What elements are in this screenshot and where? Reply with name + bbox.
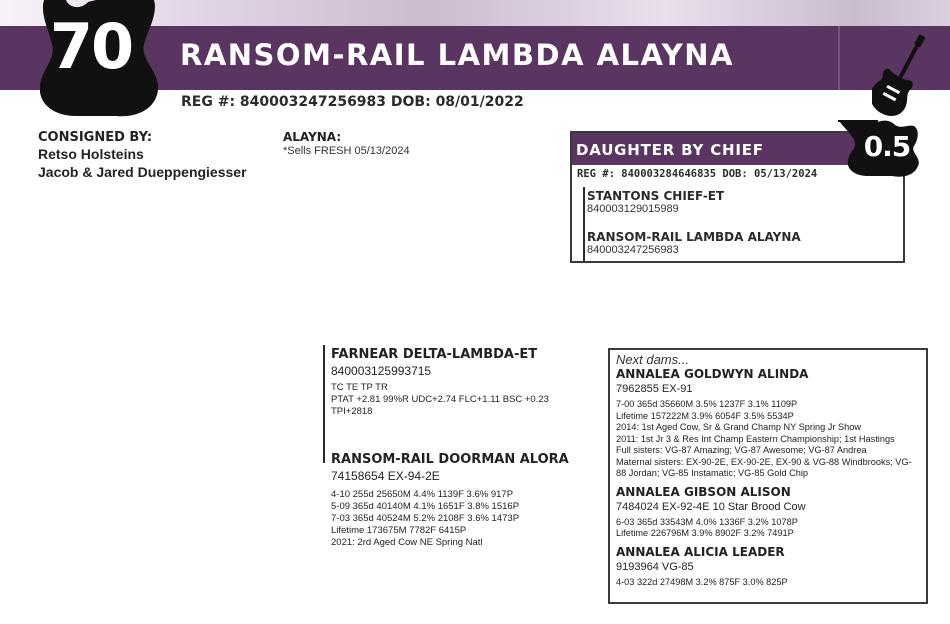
- animal-note-text: *Sells FRESH 05/13/2024: [283, 145, 410, 157]
- animal-note-section: [283, 130, 410, 157]
- lot-number: 70: [49, 10, 133, 83]
- daughter-box-title: DAUGHTER BY CHIEF: [576, 141, 764, 159]
- daughter-registration-line: REG #: 840003284646835 DOB: 05/13/2024: [577, 168, 818, 180]
- next-dam-line: 2014: 1st Aged Cow, Sr & Grand Champ NY Spring Jr Show: [616, 422, 861, 432]
- consignor-name: Jacob & Jared Dueppengiesser: [38, 164, 247, 180]
- next-dam-line: Full sisters: VG-87 Amazing; VG-87 Awesome; VG-87 Andrea: [616, 445, 867, 455]
- next-dams-box: [608, 348, 928, 604]
- pick-number: 0.5: [863, 130, 911, 163]
- next-dam-line: 2011: 1st Jr 3 & Res Int Champ Eastern Championship; 1st Hastings: [616, 433, 895, 444]
- sire-reg: 840003125993715: [331, 364, 432, 378]
- next-dam-entry: [616, 485, 920, 540]
- sire-info-line: TC TE TP TR: [331, 382, 388, 393]
- daughter-dam: [587, 230, 801, 256]
- title-band-divider: [838, 26, 840, 90]
- sire-section: [331, 347, 601, 418]
- next-dam-line: Lifetime 226796M 3.9% 8902F 3.2% 7491P: [616, 528, 794, 538]
- sire-info-line: PTAT +2.81 99%R UDC+2.74 FLC+1.11 BSC +0.23: [331, 394, 549, 405]
- next-dam-name: ANNALEA GOLDWYN ALINDA: [616, 367, 809, 381]
- next-dam-entry: [616, 367, 920, 480]
- pedigree-line: [323, 345, 325, 463]
- page-title: RANSOM-RAIL LAMBDA ALAYNA: [180, 38, 734, 72]
- dam-classification: 74158654 EX-94-2E: [331, 469, 440, 483]
- next-dam-line: Maternal sisters: EX-90-2E, EX-90-2E, EX-90 & VG-88 Windbrooks; VG-88 Jordan; VG-85 Instamatic; VG-85 Gold Chip: [616, 456, 912, 478]
- mini-pedigree-line: [583, 187, 585, 261]
- dam-record: 5-09 365d 40140M 4.1% 1651F 3.8% 1516P: [331, 501, 520, 512]
- daughter-dam-reg: 840003247256983: [587, 244, 679, 256]
- sire-info-line: TPI+2818: [331, 406, 373, 417]
- dam-record: 4-10 255d 25650M 4.4% 1139F 3.6% 917P: [331, 489, 514, 500]
- dam-section: [331, 452, 601, 549]
- consigned-by-section: [38, 130, 247, 181]
- next-dam-name: ANNALEA GIBSON ALISON: [616, 484, 791, 499]
- next-dam-classification: 9193964 VG-85: [616, 560, 694, 573]
- daughter-sire-reg: 840003129015989: [587, 203, 679, 215]
- daughter-sire: [587, 189, 724, 215]
- animal-note-label: ALAYNA:: [283, 130, 342, 144]
- daughter-dam-name: RANSOM-RAIL LAMBDA ALAYNA: [587, 230, 801, 244]
- consigned-by-label: CONSIGNED BY:: [38, 130, 153, 145]
- next-dam-classification: 7484024 EX-92-4E 10 Star Brood Cow: [616, 500, 806, 513]
- next-dam-line: 4-03 322d 27498M 3.2% 875F 3.0% 825P: [616, 576, 788, 587]
- next-dam-line: 6-03 365d 33543M 4.0% 1336F 3.2% 1078P: [616, 516, 798, 527]
- dam-record: 2021: 2rd Aged Cow NE Spring Natl: [331, 537, 483, 548]
- dam-name: RANSOM-RAIL DOORMAN ALORA: [331, 452, 569, 467]
- daughter-sire-name: STANTONS CHIEF-ET: [587, 189, 725, 203]
- guitar-icon: [872, 30, 930, 120]
- dam-record: Lifetime 173675M 7782F 6415P: [331, 525, 467, 536]
- next-dam-line: 7-00 365d 35660M 3.5% 1237F 3.1% 1109P: [616, 399, 798, 409]
- next-dam-entry: [616, 545, 920, 589]
- next-dam-line: Lifetime 157222M 3.9% 6054F 3.5% 5534P: [616, 410, 794, 421]
- sire-name: FARNEAR DELTA-LAMBDA-ET: [331, 347, 538, 362]
- next-dam-classification: 7962855 EX-91: [616, 383, 693, 395]
- registration-line: REG #: 840003247256983 DOB: 08/01/2022: [181, 94, 524, 110]
- dam-record: 7-03 365d 40524M 5.2% 2108F 3.6% 1473P: [331, 513, 520, 524]
- next-dam-name: ANNALEA ALICIA LEADER: [616, 544, 785, 559]
- consignor-name: Retso Holsteins: [38, 146, 144, 162]
- next-dams-title: Next dams...: [616, 352, 689, 367]
